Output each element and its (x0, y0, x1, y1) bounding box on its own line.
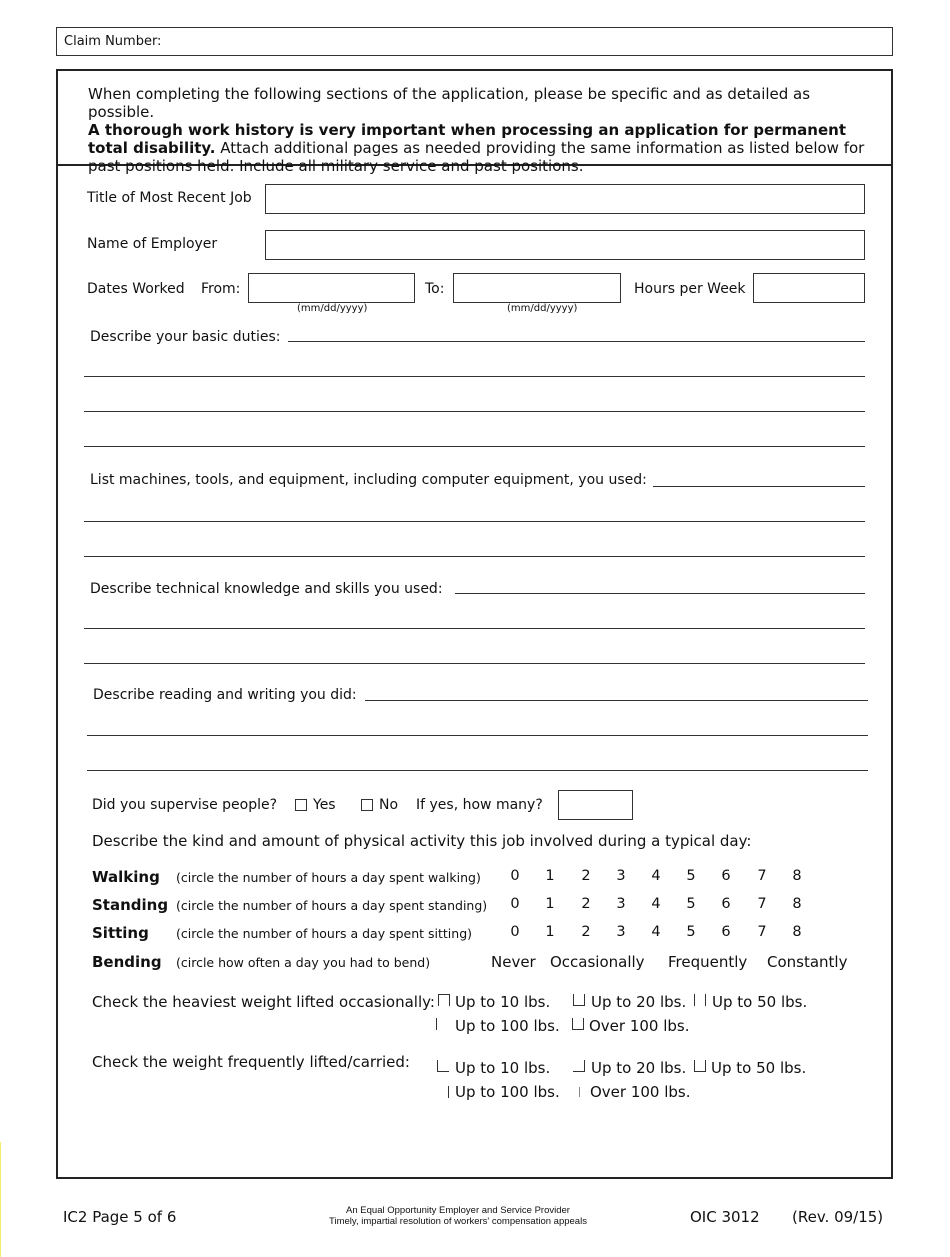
weight-occasional-20-checkbox[interactable] (573, 994, 585, 1006)
technical-line-1[interactable] (455, 593, 865, 594)
walking-hour-5[interactable]: 5 (686, 868, 696, 884)
technical-line-3[interactable] (84, 663, 865, 664)
duties-label: Describe your basic duties: (90, 329, 281, 345)
weight-frequent-50-label: Up to 50 lbs. (711, 1059, 807, 1077)
to-date-format: (mm/dd/yyyy) (507, 303, 578, 314)
to-date-input[interactable] (453, 273, 621, 303)
footer-tagline-1: An Equal Opportunity Employer and Service Provider (346, 1205, 570, 1216)
standing-hour-6[interactable]: 6 (721, 896, 731, 912)
sitting-hour-6[interactable]: 6 (721, 924, 731, 940)
instructions-box (56, 69, 893, 175)
machines-label: List machines, tools, and equipment, including computer equipment, you used: (90, 472, 647, 488)
claim-number-box[interactable] (56, 27, 893, 56)
bending-frequently[interactable]: Frequently (668, 953, 748, 971)
physical-activity-label: Describe the kind and amount of physical activity this job involved during a typical day: (92, 832, 752, 850)
weight-occasional-label: Check the heaviest weight lifted occasionally: (92, 993, 435, 1011)
standing-hour-0[interactable]: 0 (510, 896, 520, 912)
supervise-yes-label: Yes (313, 797, 336, 813)
sitting-label: Sitting (92, 924, 149, 942)
walking-hour-0[interactable]: 0 (510, 868, 520, 884)
sitting-hour-1[interactable]: 1 (545, 924, 555, 940)
walking-hour-4[interactable]: 4 (651, 868, 661, 884)
footer-tagline (300, 1205, 616, 1227)
margin-mark (0, 1142, 1, 1257)
weight-occasional-100-checkbox[interactable] (436, 1018, 438, 1030)
instructions-rest: Attach additional pages as needed providing the same information as listed below for past positions held. Include all military service and past positions. (88, 139, 865, 175)
walking-hour-3[interactable]: 3 (616, 868, 626, 884)
duties-line-4[interactable] (84, 446, 865, 447)
standing-hour-4[interactable]: 4 (651, 896, 661, 912)
footer-page-number: IC2 Page 5 of 6 (63, 1208, 177, 1226)
bending-occasionally[interactable]: Occasionally (550, 953, 645, 971)
from-label: From: (201, 281, 241, 297)
job-title-input[interactable] (265, 184, 865, 214)
duties-line-1[interactable] (288, 341, 865, 342)
weight-frequent-20-checkbox[interactable] (573, 1060, 585, 1072)
weight-occasional-over100-checkbox[interactable] (572, 1018, 584, 1030)
weight-frequent-20-label: Up to 20 lbs. (591, 1059, 687, 1077)
footer-form-id: OIC 3012 (690, 1208, 760, 1226)
weight-frequent-over100-checkbox[interactable] (579, 1087, 581, 1097)
sitting-hour-3[interactable]: 3 (616, 924, 626, 940)
duties-line-3[interactable] (84, 411, 865, 412)
standing-hour-5[interactable]: 5 (686, 896, 696, 912)
sitting-hour-8[interactable]: 8 (792, 924, 802, 940)
walking-hint: (circle the number of hours a day spent walking) (176, 870, 481, 885)
supervise-label: Did you supervise people? (92, 797, 278, 813)
job-title-label: Title of Most Recent Job (87, 190, 252, 206)
to-label: To: (425, 281, 445, 297)
duties-line-2[interactable] (84, 376, 865, 377)
walking-hour-6[interactable]: 6 (721, 868, 731, 884)
sitting-hour-4[interactable]: 4 (651, 924, 661, 940)
bending-label: Bending (92, 953, 162, 971)
weight-frequent-10-label: Up to 10 lbs. (455, 1059, 551, 1077)
weight-occasional-50-label: Up to 50 lbs. (712, 993, 808, 1011)
weight-frequent-100-label: Up to 100 lbs. (455, 1083, 560, 1101)
sitting-hour-2[interactable]: 2 (581, 924, 591, 940)
how-many-input[interactable] (558, 790, 633, 820)
reading-line-3[interactable] (87, 770, 868, 771)
sitting-hour-7[interactable]: 7 (757, 924, 767, 940)
hours-per-week-input[interactable] (753, 273, 865, 303)
supervise-yes-checkbox[interactable] (295, 799, 307, 811)
instructions-bold: A thorough work history is very important when processing an application for permanent total disability. (88, 121, 846, 157)
reading-line-2[interactable] (87, 735, 868, 736)
machines-line-1[interactable] (653, 486, 865, 487)
hours-per-week-label: Hours per Week (634, 281, 746, 297)
walking-hour-7[interactable]: 7 (757, 868, 767, 884)
footer-revision: (Rev. 09/15) (792, 1208, 884, 1226)
weight-frequent-label: Check the weight frequently lifted/carried: (92, 1053, 410, 1071)
employer-input[interactable] (265, 230, 865, 260)
reading-label: Describe reading and writing you did: (93, 687, 357, 703)
sitting-hour-0[interactable]: 0 (510, 924, 520, 940)
walking-hour-2[interactable]: 2 (581, 868, 591, 884)
employer-label: Name of Employer (87, 236, 218, 252)
weight-frequent-over100-label: Over 100 lbs. (590, 1083, 691, 1101)
instructions-text (88, 85, 878, 175)
weight-frequent-50-checkbox[interactable] (694, 1060, 706, 1072)
weight-frequent-10-checkbox[interactable] (437, 1060, 449, 1072)
how-many-label: If yes, how many? (416, 797, 543, 813)
supervise-no-checkbox[interactable] (361, 799, 373, 811)
walking-hour-8[interactable]: 8 (792, 868, 802, 884)
weight-occasional-10-label: Up to 10 lbs. (455, 993, 551, 1011)
bending-constantly[interactable]: Constantly (767, 953, 848, 971)
standing-hour-7[interactable]: 7 (757, 896, 767, 912)
technical-label: Describe technical knowledge and skills you used: (90, 581, 443, 597)
standing-hour-2[interactable]: 2 (581, 896, 591, 912)
standing-hour-1[interactable]: 1 (545, 896, 555, 912)
standing-hour-3[interactable]: 3 (616, 896, 626, 912)
weight-occasional-100-label: Up to 100 lbs. (455, 1017, 560, 1035)
weight-occasional-20-label: Up to 20 lbs. (591, 993, 687, 1011)
walking-hour-1[interactable]: 1 (545, 868, 555, 884)
weight-occasional-10-checkbox[interactable] (438, 994, 450, 1006)
walking-label: Walking (92, 868, 160, 886)
weight-frequent-100-checkbox[interactable] (448, 1086, 450, 1098)
supervise-no-label: No (379, 797, 399, 813)
bending-never[interactable]: Never (491, 953, 536, 971)
standing-hint: (circle the number of hours a day spent standing) (176, 898, 488, 913)
weight-occasional-over100-label: Over 100 lbs. (589, 1017, 690, 1035)
dates-worked-label: Dates Worked (87, 281, 185, 297)
standing-hour-8[interactable]: 8 (792, 896, 802, 912)
standing-label: Standing (92, 896, 169, 914)
reading-line-1[interactable] (365, 700, 868, 701)
machines-line-3[interactable] (84, 556, 865, 557)
sitting-hour-5[interactable]: 5 (686, 924, 696, 940)
from-date-input[interactable] (248, 273, 415, 303)
bending-hint: (circle how often a day you had to bend) (176, 955, 431, 970)
from-date-format: (mm/dd/yyyy) (297, 303, 368, 314)
weight-occasional-50-checkbox[interactable] (694, 994, 706, 1006)
claim-number-label: Claim Number: (64, 34, 162, 49)
technical-line-2[interactable] (84, 628, 865, 629)
machines-line-2[interactable] (84, 521, 865, 522)
sitting-hint: (circle the number of hours a day spent sitting) (176, 926, 473, 941)
footer-tagline-2: Timely, impartial resolution of workers' compensation appeals (329, 1216, 587, 1227)
instructions-line1: When completing the following sections of the application, please be specific and as detailed as possible. (88, 85, 811, 121)
